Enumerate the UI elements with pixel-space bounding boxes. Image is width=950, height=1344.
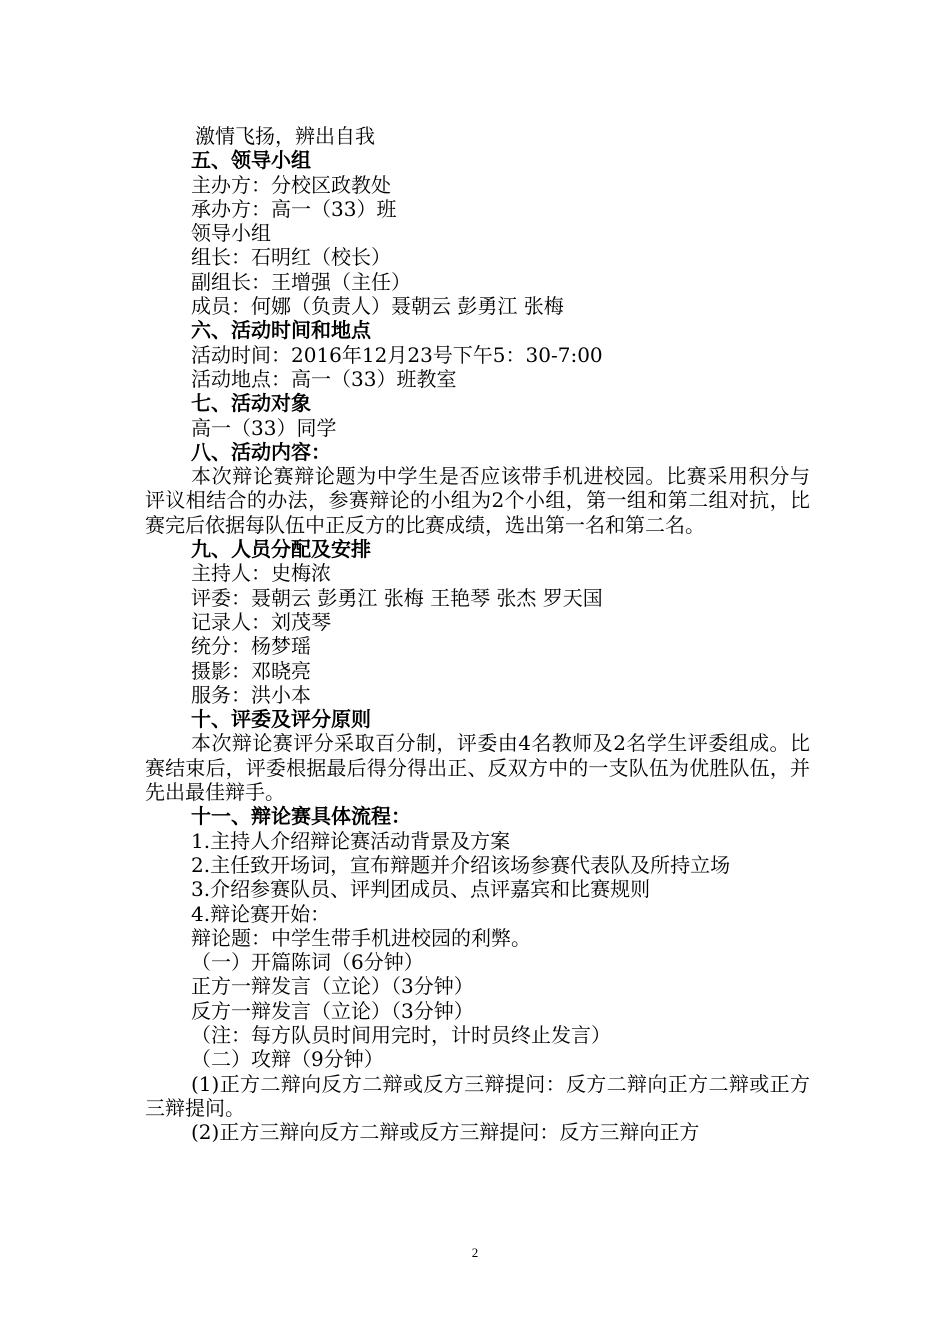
section-heading-5: 五、领导小组 bbox=[191, 148, 311, 173]
group-title-line: 领导小组 bbox=[191, 221, 271, 246]
host-line: 主持人：史梅浓 bbox=[191, 561, 331, 586]
slogan-line: 激情飞扬，辨出自我 bbox=[195, 124, 375, 148]
undertaker-line: 承办方：高一（33）班 bbox=[191, 196, 397, 221]
members-line: 成员：何娜（负责人）聂朝云 彭勇江 张梅 bbox=[191, 294, 564, 319]
part-1-line: （一）开篇陈词（6分钟） bbox=[191, 950, 424, 975]
pro-first-speaker-line: 正方一辩发言（立论）（3分钟） bbox=[191, 974, 474, 999]
section-heading-8: 八、活动内容： bbox=[191, 439, 331, 464]
question-1-paragraph: (1)正方二辩向反方二辩或反方三辩提问：反方二辩向正方二辩或正方三辩提问。 bbox=[145, 1071, 810, 1120]
step-3-line: 3.介绍参赛队员、评判团成员、点评嘉宾和比赛规则 bbox=[191, 877, 651, 902]
section-heading-10: 十、评委及评分原则 bbox=[191, 707, 371, 732]
note-line: （注：每方队员时间用完时，计时员终止发言） bbox=[191, 1022, 611, 1047]
activity-place-line: 活动地点：高一（33）班教室 bbox=[191, 366, 457, 391]
section-heading-7: 七、活动对象 bbox=[191, 391, 311, 416]
scorer-line: 统分：杨梦瑶 bbox=[191, 634, 311, 659]
leader-line: 组长：石明红（校长） bbox=[191, 245, 391, 270]
page-number: 2 bbox=[471, 1245, 479, 1260]
scoring-paragraph: 本次辩论赛评分采取百分制，评委由4名教师及2名学生评委组成。比赛结束后，评委根据最后得分得出正、反双方中的一支队伍为优胜队伍，并先出最佳辩手。 bbox=[145, 731, 810, 805]
section-heading-11: 十一、辩论赛具体流程： bbox=[191, 804, 411, 829]
photo-line: 摄影：邓晓亮 bbox=[191, 658, 311, 683]
deputy-line: 副组长：王增强（主任） bbox=[191, 269, 411, 294]
recorder-line: 记录人：刘茂琴 bbox=[191, 609, 331, 634]
section-heading-6: 六、活动时间和地点 bbox=[191, 318, 371, 343]
topic-line: 辩论题：中学生带手机进校园的利弊。 bbox=[191, 925, 531, 950]
target-line: 高一（33）同学 bbox=[191, 415, 337, 440]
service-line: 服务：洪小本 bbox=[191, 682, 311, 707]
question-2-line: (2)正方三辩向反方二辩或反方三辩提问：反方三辩向正方 bbox=[191, 1120, 700, 1145]
con-first-speaker-line: 反方一辩发言（立论）（3分钟） bbox=[191, 998, 474, 1023]
activity-time-line: 活动时间：2016年12月23号下午5：30-7:00 bbox=[191, 342, 603, 367]
organizer-line: 主办方：分校区政教处 bbox=[191, 172, 391, 197]
judges-line: 评委：聂朝云 彭勇江 张梅 王艳琴 张杰 罗天国 bbox=[191, 585, 603, 610]
step-1-line: 1.主持人介绍辩论赛活动背景及方案 bbox=[191, 828, 511, 853]
document-body bbox=[145, 124, 810, 1144]
content-paragraph: 本次辩论赛辩论题为中学生是否应该带手机进校园。比赛采用积分与评议相结合的办法，参赛辩论的小组为2个小组，第一组和第二组对抗，比赛完后依据每队伍中正反方的比赛成绩，选出第一名和第二名。 bbox=[145, 464, 810, 537]
part-2-line: （二）攻辩（9分钟） bbox=[191, 1047, 384, 1072]
section-heading-9: 九、人员分配及安排 bbox=[191, 537, 371, 562]
step-4-line: 4.辩论赛开始： bbox=[191, 901, 331, 926]
step-2-paragraph: 2.主任致开场词，宣布辩题并介绍该场参赛代表队及所持立场 bbox=[191, 852, 731, 877]
